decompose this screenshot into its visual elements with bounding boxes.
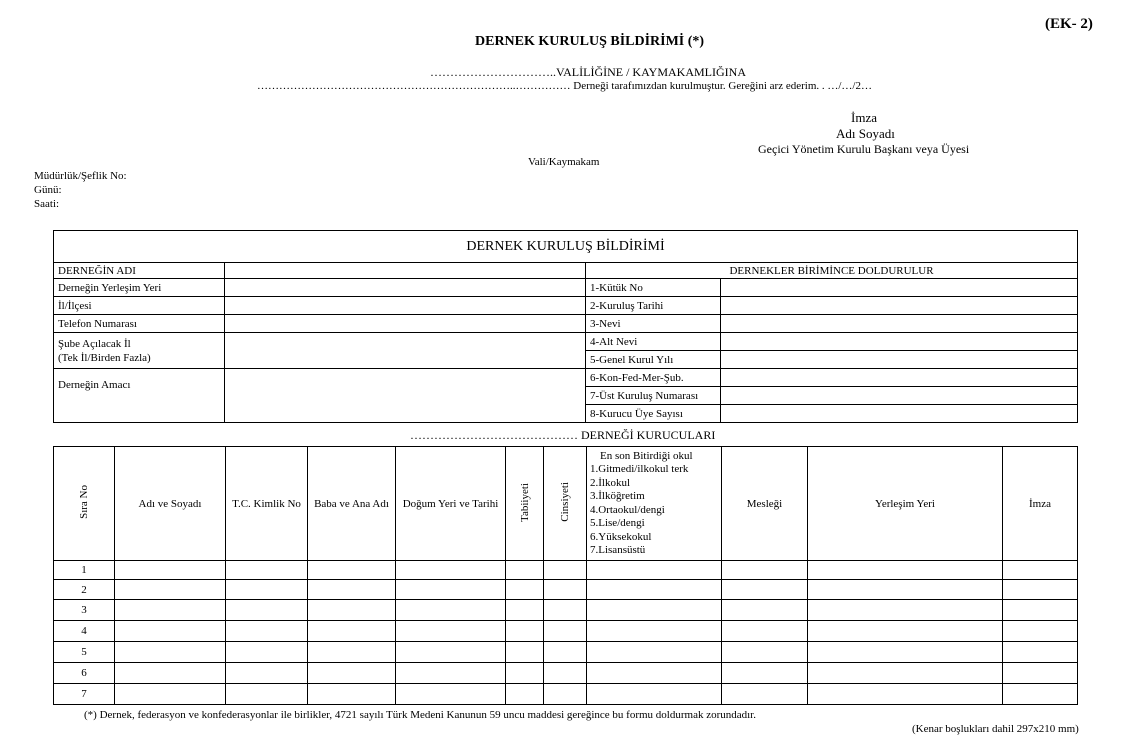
federation-field[interactable] (721, 369, 1078, 387)
founder-order-no-cell: 5 (54, 642, 115, 663)
col-gender (544, 447, 587, 561)
col-nationality-label: Tabiiyeti (518, 482, 531, 522)
founder-profession-cell[interactable] (722, 642, 808, 663)
founder-signature-cell[interactable] (1003, 621, 1078, 642)
col-order-no-label: Sıra No (78, 485, 90, 519)
founder-birth-cell[interactable] (396, 561, 506, 580)
edu-item: 1.Gitmedi/ilkokul terk (590, 463, 689, 475)
founder-order-no-cell: 2 (54, 580, 115, 600)
edu-item: 5.Lise/dengi (590, 517, 645, 529)
col-nationality (506, 447, 544, 561)
founder-gender-cell[interactable] (544, 580, 587, 600)
founder-name-cell[interactable] (115, 580, 226, 600)
founder-signature-cell[interactable] (1003, 580, 1078, 600)
subtype-field[interactable] (721, 333, 1078, 351)
general-assembly-field[interactable] (721, 351, 1078, 369)
edu-item: 2.İlkokul (590, 476, 631, 489)
founder-tc-id-cell[interactable] (226, 580, 308, 600)
founder-count-field[interactable] (721, 405, 1078, 423)
founder-signature-cell[interactable] (1003, 663, 1078, 684)
founder-count-label: 8-Kurucu Üye Sayısı (586, 405, 721, 423)
edu-item: 6.Yüksekokul (590, 530, 652, 543)
branch-label-line2: (Tek İl/Birden Fazla) (58, 351, 151, 364)
registry-no-field[interactable] (721, 279, 1078, 297)
founder-signature-cell[interactable] (1003, 561, 1078, 580)
founder-parents-cell[interactable] (308, 621, 396, 642)
branch-label (54, 333, 225, 369)
page-size-note: (Kenar boşlukları dahil 297x210 mm) (912, 723, 1079, 735)
authority-line: …………………………..VALİLİĞİNE / KAYMAKAMLIĞINA (430, 65, 746, 79)
founder-residence-cell[interactable] (808, 684, 1003, 705)
type-field[interactable] (721, 315, 1078, 333)
association-name-label: DERNEĞİN ADI (54, 263, 225, 279)
purpose-field[interactable] (225, 369, 586, 423)
office-use-header: DERNEKLER BİRİMİNCE DOLDURULUR (586, 263, 1078, 279)
founder-gender-cell[interactable] (544, 561, 587, 580)
col-gender-label: Cinsiyeti (559, 482, 571, 522)
founder-order-no-cell: 6 (54, 663, 115, 684)
founder-education-cell[interactable] (587, 663, 722, 684)
founder-birth-cell[interactable] (396, 642, 506, 663)
edu-item: 4.Ortaokul/dengi (590, 503, 665, 516)
founder-gender-cell[interactable] (544, 642, 587, 663)
upper-org-no-label: 7-Üst Kuruluş Numarası (586, 387, 721, 405)
founder-signature-cell[interactable] (1003, 684, 1078, 705)
founder-birth-cell[interactable] (396, 580, 506, 600)
founder-residence-cell[interactable] (808, 561, 1003, 580)
founder-profession-cell[interactable] (722, 580, 808, 600)
founder-residence-cell[interactable] (808, 580, 1003, 600)
founder-parents-cell[interactable] (308, 663, 396, 684)
founder-nationality-cell[interactable] (506, 642, 544, 663)
founder-name-cell[interactable] (115, 561, 226, 580)
founder-row (54, 621, 1078, 642)
edu-item: 7.Lisansüstü (590, 544, 646, 556)
founder-birth-cell[interactable] (396, 600, 506, 621)
founder-profession-cell[interactable] (722, 621, 808, 642)
founder-residence-cell[interactable] (808, 600, 1003, 621)
phone-field[interactable] (225, 315, 586, 333)
founder-residence-cell[interactable] (808, 621, 1003, 642)
founder-parents-cell[interactable] (308, 684, 396, 705)
founder-tc-id-cell[interactable] (226, 621, 308, 642)
signature-label: İmza (851, 110, 877, 125)
founder-parents-cell[interactable] (308, 561, 396, 580)
federation-label: 6-Kon-Fed-Mer-Şub. (586, 369, 721, 387)
province-field[interactable] (225, 297, 586, 315)
page-title: DERNEK KURULUŞ BİLDİRİMİ (*) (475, 34, 705, 49)
founder-row (54, 663, 1078, 684)
upper-org-no-field[interactable] (721, 387, 1078, 405)
founder-order-no-cell: 4 (54, 621, 115, 642)
founder-nationality-cell[interactable] (506, 561, 544, 580)
general-assembly-label: 5-Genel Kurul Yılı (586, 351, 721, 369)
col-birth: Doğum Yeri ve Tarihi (396, 447, 506, 561)
founder-profession-cell[interactable] (722, 600, 808, 621)
founding-date-label: 2-Kuruluş Tarihi (586, 297, 721, 315)
founder-parents-cell[interactable] (308, 642, 396, 663)
col-education (587, 447, 722, 561)
founder-parents-cell[interactable] (308, 600, 396, 621)
founder-name-cell[interactable] (115, 642, 226, 663)
founder-education-cell[interactable] (587, 561, 722, 580)
col-name: Adı ve Soyadı (115, 447, 226, 561)
founder-birth-cell[interactable] (396, 684, 506, 705)
founder-name-cell[interactable] (115, 600, 226, 621)
founder-name-cell[interactable] (115, 663, 226, 684)
founder-tc-id-cell[interactable] (226, 684, 308, 705)
founder-order-no-cell: 3 (54, 600, 115, 621)
founder-education-cell[interactable] (587, 642, 722, 663)
directorate-no-label: Müdürlük/Şeflik No: (34, 170, 127, 182)
founder-row (54, 600, 1078, 621)
founder-row (54, 580, 1078, 600)
founder-gender-cell[interactable] (544, 621, 587, 642)
branch-field[interactable] (225, 333, 586, 369)
founder-tc-id-cell[interactable] (226, 642, 308, 663)
founder-tc-id-cell[interactable] (226, 663, 308, 684)
phone-label: Telefon Numarası (54, 315, 225, 333)
founder-parents-cell[interactable] (308, 580, 396, 600)
founder-nationality-cell[interactable] (506, 580, 544, 600)
founder-nationality-cell[interactable] (506, 621, 544, 642)
day-label: Günü: (34, 184, 62, 196)
registry-no-label: 1-Kütük No (586, 279, 721, 297)
board-member-label: Geçici Yönetim Kurulu Başkanı veya Üyesi (758, 142, 970, 156)
name-surname-label: Adı Soyadı (836, 126, 895, 141)
col-parents: Baba ve Ana Adı (308, 447, 396, 561)
edu-title: En son Bitirdiği okul (600, 449, 693, 462)
founder-name-cell[interactable] (115, 684, 226, 705)
founder-signature-cell[interactable] (1003, 642, 1078, 663)
time-label: Saati: (34, 198, 60, 210)
founder-residence-cell[interactable] (808, 663, 1003, 684)
founder-tc-id-cell[interactable] (226, 561, 308, 580)
col-order-no (54, 447, 115, 561)
founder-row (54, 642, 1078, 663)
founder-birth-cell[interactable] (396, 663, 506, 684)
province-label: İl/İlçesi (54, 297, 225, 315)
founder-profession-cell[interactable] (722, 684, 808, 705)
founder-gender-cell[interactable] (544, 684, 587, 705)
founder-education-cell[interactable] (587, 600, 722, 621)
association-name-field[interactable] (225, 263, 586, 279)
founders-caption: …………………………………… DERNEĞİ KURUCULARI (410, 428, 716, 442)
founder-education-cell[interactable] (587, 684, 722, 705)
col-residence: Yerleşim Yeri (808, 447, 1003, 561)
founder-nationality-cell[interactable] (506, 600, 544, 621)
founder-gender-cell[interactable] (544, 663, 587, 684)
annex-label: (EK- 2) (1045, 16, 1093, 32)
subtype-label: 4-Alt Nevi (586, 333, 721, 351)
col-signature: İmza (1003, 447, 1078, 561)
edu-item: 3.İlköğretim (590, 490, 645, 502)
founder-tc-id-cell[interactable] (226, 600, 308, 621)
branch-label-line1: Şube Açılacak İl (58, 337, 131, 350)
col-tc-id: T.C. Kimlik No (226, 447, 308, 561)
founder-profession-cell[interactable] (722, 663, 808, 684)
founder-education-cell[interactable] (587, 621, 722, 642)
col-profession: Mesleği (722, 447, 808, 561)
founder-row (54, 684, 1078, 705)
founder-education-cell[interactable] (587, 580, 722, 600)
founding-date-field[interactable] (721, 297, 1078, 315)
residence-field[interactable] (225, 279, 586, 297)
founder-birth-cell[interactable] (396, 621, 506, 642)
founder-name-cell[interactable] (115, 621, 226, 642)
residence-label: Derneğin Yerleşim Yeri (54, 279, 225, 297)
founder-residence-cell[interactable] (808, 642, 1003, 663)
footnote: (*) Dernek, federasyon ve konfederasyonlar ile birlikler, 4721 sayılı Türk Medeni Kanunun 59 uncu maddesi gereğince bu formu doldurmak zorundadır. (84, 709, 756, 721)
founder-profession-cell[interactable] (722, 561, 808, 580)
purpose-label: Derneğin Amacı (54, 369, 225, 423)
governor-label: Vali/Kaymakam (528, 156, 600, 168)
founder-nationality-cell[interactable] (506, 684, 544, 705)
association-form-table (53, 230, 1078, 423)
founder-signature-cell[interactable] (1003, 600, 1078, 621)
type-label: 3-Nevi (586, 315, 721, 333)
founders-table (53, 446, 1078, 705)
founder-row (54, 561, 1078, 580)
form-title: DERNEK KURULUŞ BİLDİRİMİ (54, 231, 1078, 263)
founder-gender-cell[interactable] (544, 600, 587, 621)
declaration-line: ……………………………………………………………..…………… Derneği tarafımızdan kurulmuştur. Gereğini arz ederim. . …/…/2… (257, 80, 872, 92)
founder-order-no-cell: 7 (54, 684, 115, 705)
founder-nationality-cell[interactable] (506, 663, 544, 684)
founder-order-no-cell: 1 (54, 561, 115, 580)
